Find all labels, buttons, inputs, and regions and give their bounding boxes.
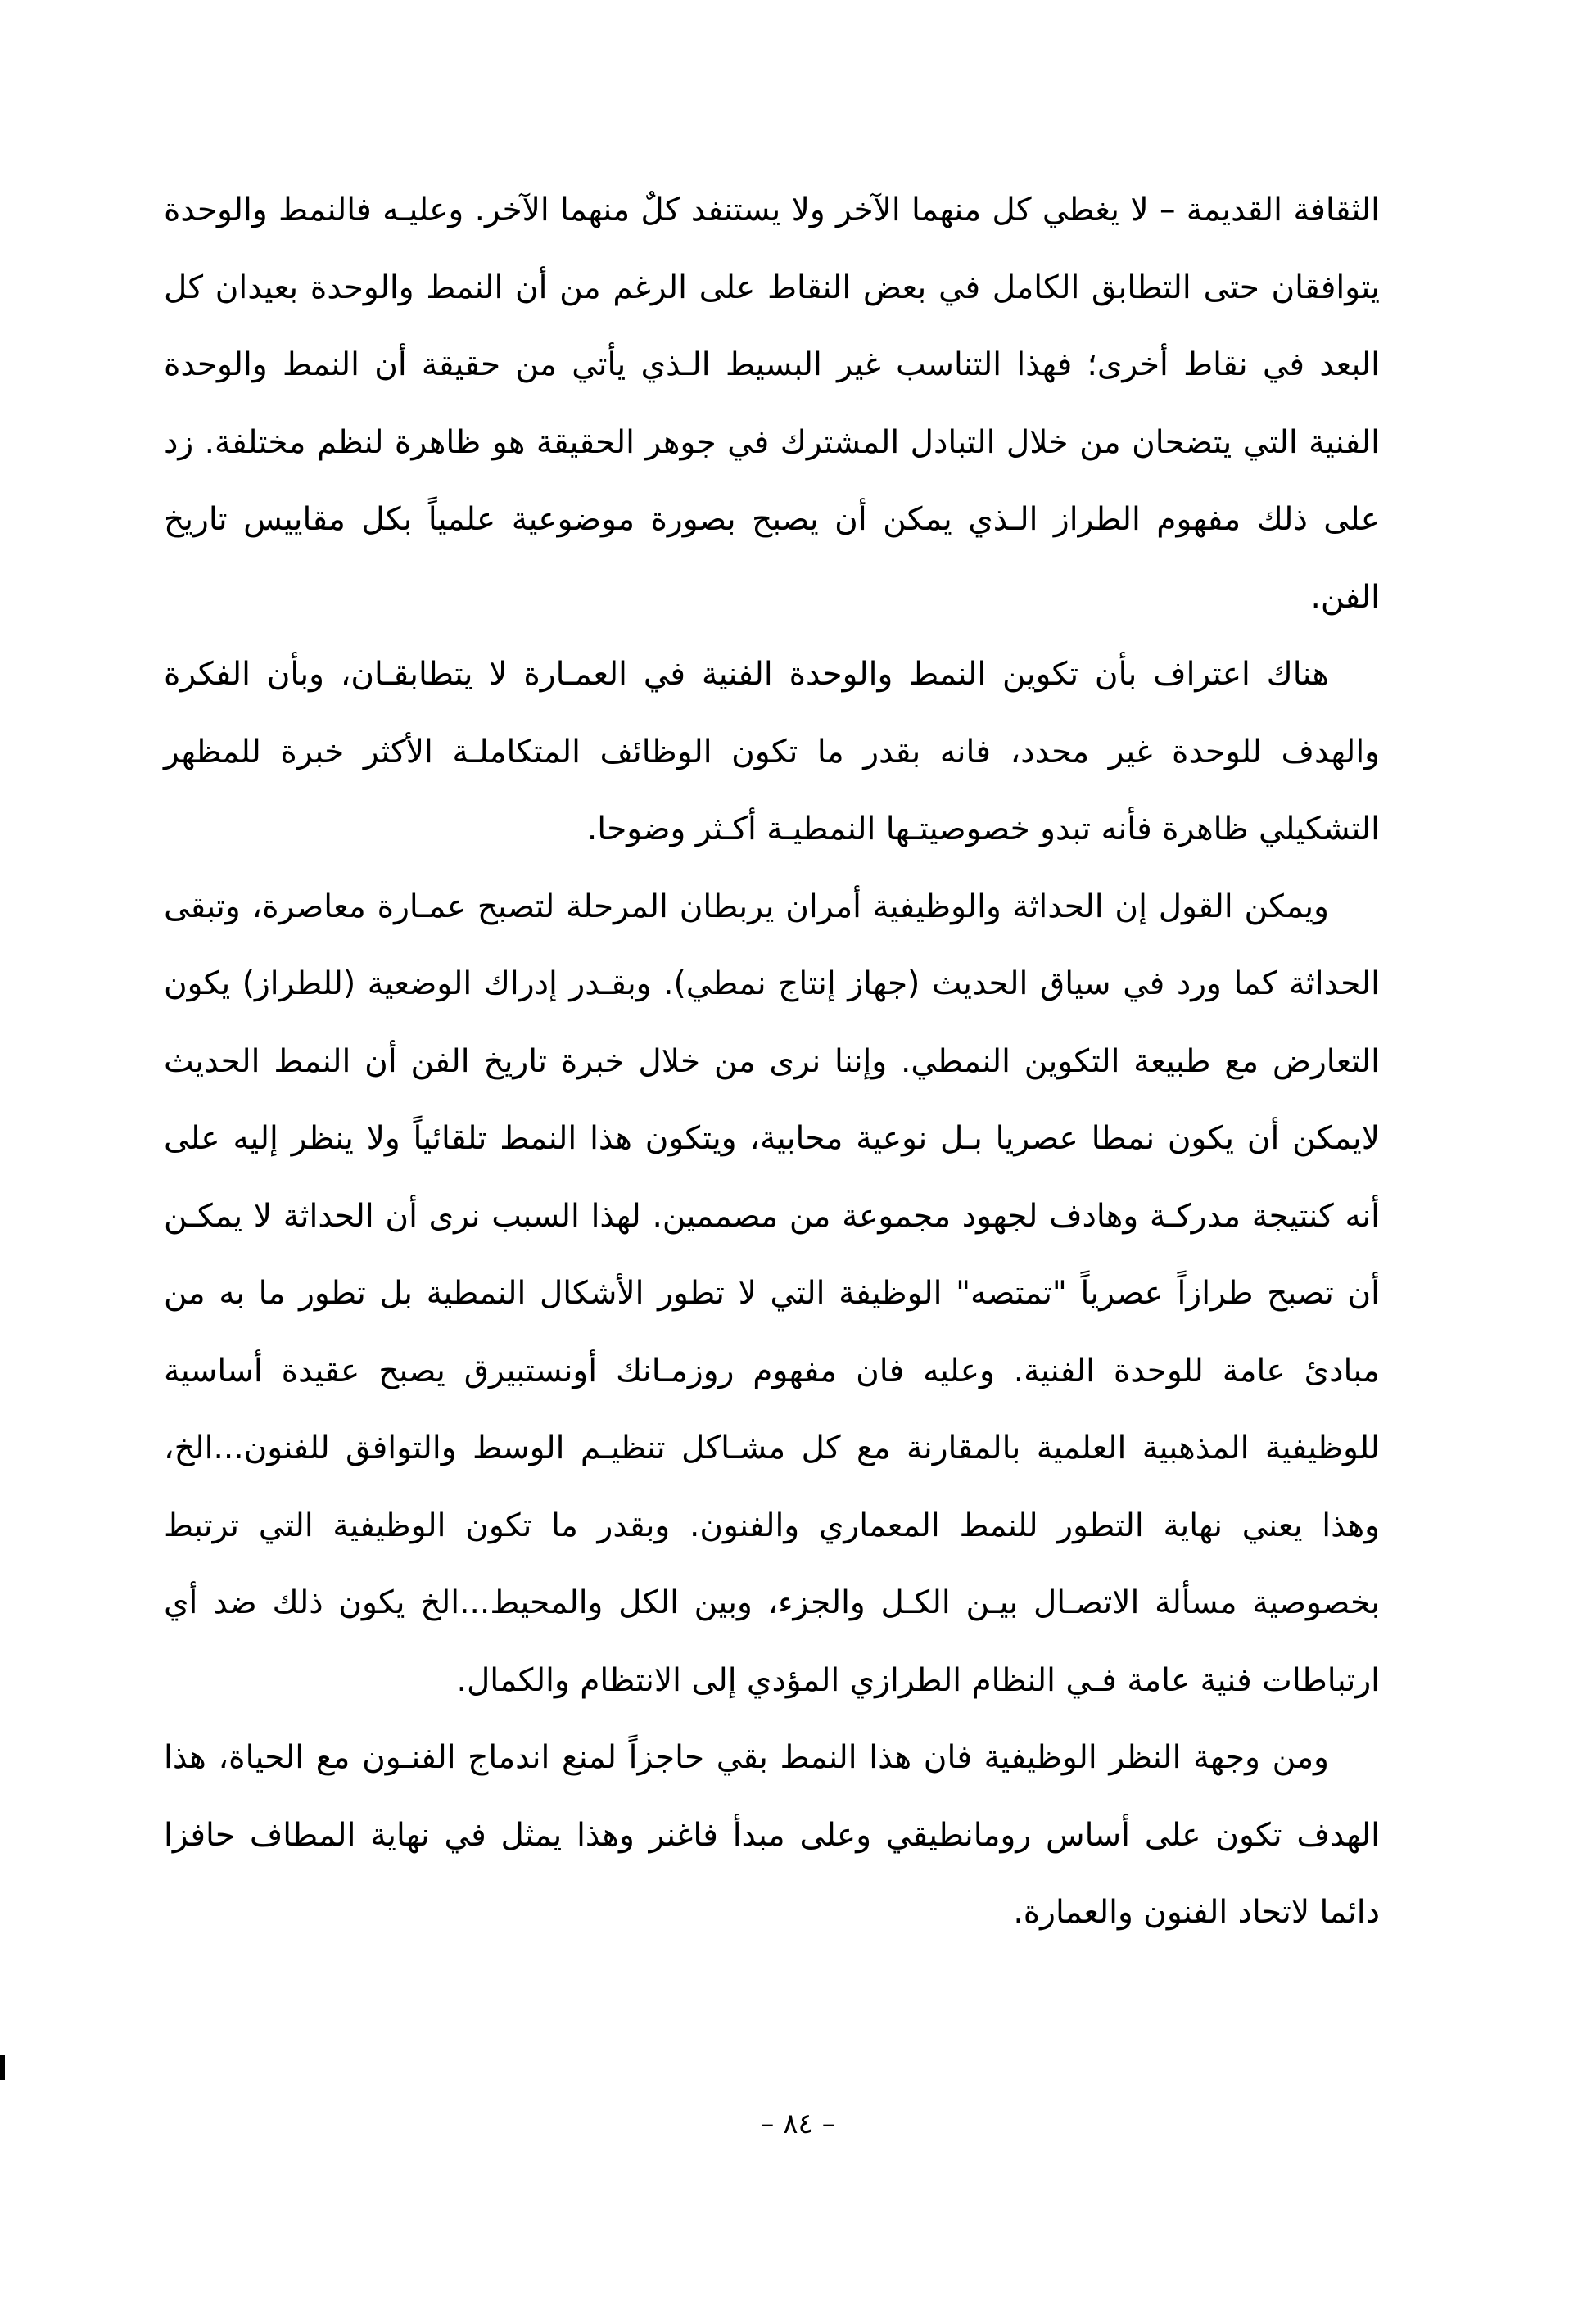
paragraph-1: الثقافة القديمة – لا يغطي كل منهما الآخر ولا يستنفد كلٌ منهما الآخر. وعليـه فالنمط والوحدة يتوافقان حتى التطابق الكامل في بعض النقاط على الرغم من أن النمط والوحدة بعيدان كل البعد في نقاط أخرى؛ فهذا التناسب غير البسيط الـذي يأتي من حقيقة أن النمط والوحدة الفنية التي يتضحان من خلال التبادل المشترك في جوهر الحقيقة هو ظاهرة لنظم مختلفة. زد على ذلك مفهوم الطراز الـذي يمكن أن يصبح بصورة موضوعية علمياً بكل مقاييس تاريخ الفن.: [164, 192, 1380, 616]
paragraph-3: ويمكن القول إن الحداثة والوظيفية أمران يربطان المرحلة لتصبح عمـارة معاصرة، وتبقى الحداثة كما ورد في سياق الحديث (جهاز إنتاج نمطي). وبقـدر إدراك الوضعية (للطراز) يكون التعارض مع طبيعة التكوين النمطي. وإننا نرى من خلال خبرة تاريخ الفن أن النمط الحديث لايمكن أن يكون نمطا عصريا بـل نوعية محابية، ويتكون هذا النمط تلقائياً ولا ينظر إليه على أنه كنتيجة مدركـة وهادف لجهود مجموعة من مصممين. لهذا السبب نرى أن الحداثة لا يمكـن أن تصبح طرازاً عصرياً "تمتصه" الوظيفة التي لا تطور الأشكال النمطية بل تطور ما به من مبادئ عامة للوحدة الفنية. وعليه فان مفهوم روزمـانك أونستبيرق يصبح عقيدة أساسية للوظيفية المذهبية العلمية بالمقارنة مع كل مشـاكل تنظيـم الوسط والتوافق للفنون...الخ، وهذا يعني نهاية التطور للنمط المعماري والفنون. وبقدر ما تكون الوظيفية التي ترتبط بخصوصية مسألة الاتصـال بيـن الكـل والجزء، وبين الكل والمحيط...الخ يكون ذلك ضد أي ارتباطات فنية عامة فـي النظام الطرازي المؤدي إلى الانتظام والكمال.: [164, 888, 1380, 1699]
paragraph-2: هناك اعتراف بأن تكوين النمط والوحدة الفنية في العمـارة لا يتطابقـان، وبأن الفكرة والهدف للوحدة غير محدد، فانه بقدر ما تكون الوظائف المتكاملـة الأكثر خبرة للمظهر التشكيلي ظاهرة فأنه تبدو خصوصيتـها النمطيـة أكـثر وضوحا.: [164, 656, 1380, 847]
page-number: – ٨٤ –: [760, 2108, 836, 2140]
scan-edge-mark: [0, 2055, 5, 2080]
body-text: [164, 172, 1380, 1952]
paragraph-4: ومن وجهة النظر الوظيفية فان هذا النمط بقي حاجزاً لمنع اندماج الفنـون مع الحياة، هذا الهدف تكون على أساس رومانطيقي وعلى مبدأ فاغنر وهذا يمثل في نهاية المطاف حافزا دائما لاتحاد الفنون والعمارة.: [164, 1739, 1380, 1931]
